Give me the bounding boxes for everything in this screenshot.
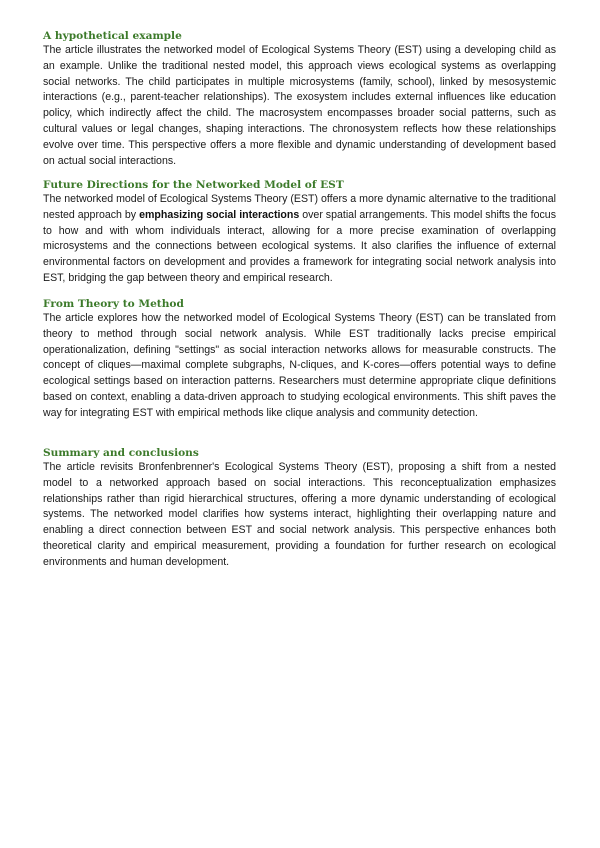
section-heading: From Theory to Method [43,298,184,310]
section-heading: Future Directions for the Networked Model of EST [43,179,344,191]
body-text-before: The networked model of Ecological Systems Theory (EST) offers a more dynamic alternative to the traditional nested approach by [43,193,556,221]
section-heading: A hypothetical example [43,30,182,42]
section-body: The article revisits Bronfenbrenner's Ecological Systems Theory (EST), proposing a shift from a nested model to a networked approach based on social interactions. This reconceptualization emphasizes relationships rather than rigid hierarchical structures, offering a more dynamic understanding of ecological systems. The networked model clarifies how systems interact, highlighting their overlapping nature and enabling a direct connection between EST and social network analysis. This perspective enhances both theoretical clarity and empirical measurement, providing a foundation for further research on ecological environments and human development. [43,461,556,568]
section-body [43,192,556,287]
body-text-after: over spatial arrangements. This model shifts the focus to how and with whom individuals interact, allowing for a more precise examination of overlapping microsystems and the connections between ecological systems. It also clarifies the influence of external environmental factors on development and provides a framework for integrating social network analysis into EST, bridging the gap between theory and empirical research. [43,208,556,284]
emphasized-text: emphasizing social interactions [139,208,300,221]
section-future-directions [43,178,556,287]
section-summary-conclusions [43,446,556,571]
section-theory-to-method [43,297,556,422]
section-heading: Summary and conclusions [43,447,199,459]
section-hypothetical-example [43,29,556,169]
section-body: The article illustrates the networked model of Ecological Systems Theory (EST) using a developing child as an example. Unlike the traditional nested model, this approach views ecological systems as overlapping social networks. The child participates in multiple microsystems (family, school), linked by mesosystemic interactions (e.g., parent-teacher relationships). The exosystem includes external influences like education policy, which indirectly affect the child. The macrosystem encompasses broader social patterns, such as cultural values or legal changes, shaping interactions. The chronosystem reflects how these relationships evolve over time. This perspective offers a more flexible and dynamic understanding of development based on actual social interactions. [43,44,556,167]
section-body: The article explores how the networked model of Ecological Systems Theory (EST) can be translated from theory to method through social network analysis. While EST traditionally lacks precise empirical operationalization, defining "settings" as social interaction networks allows for measurable constructs. The concept of cliques—maximal complete subgraphs, N-cliques, and K-cores—offers potential ways to define ecological settings based on interaction patterns. Researchers must determine appropriate clique definitions based on context, enabling a data-driven approach to studying ecological environments. This shift paves the way for integrating EST with empirical methods like clique analysis and community detection. [43,312,556,419]
